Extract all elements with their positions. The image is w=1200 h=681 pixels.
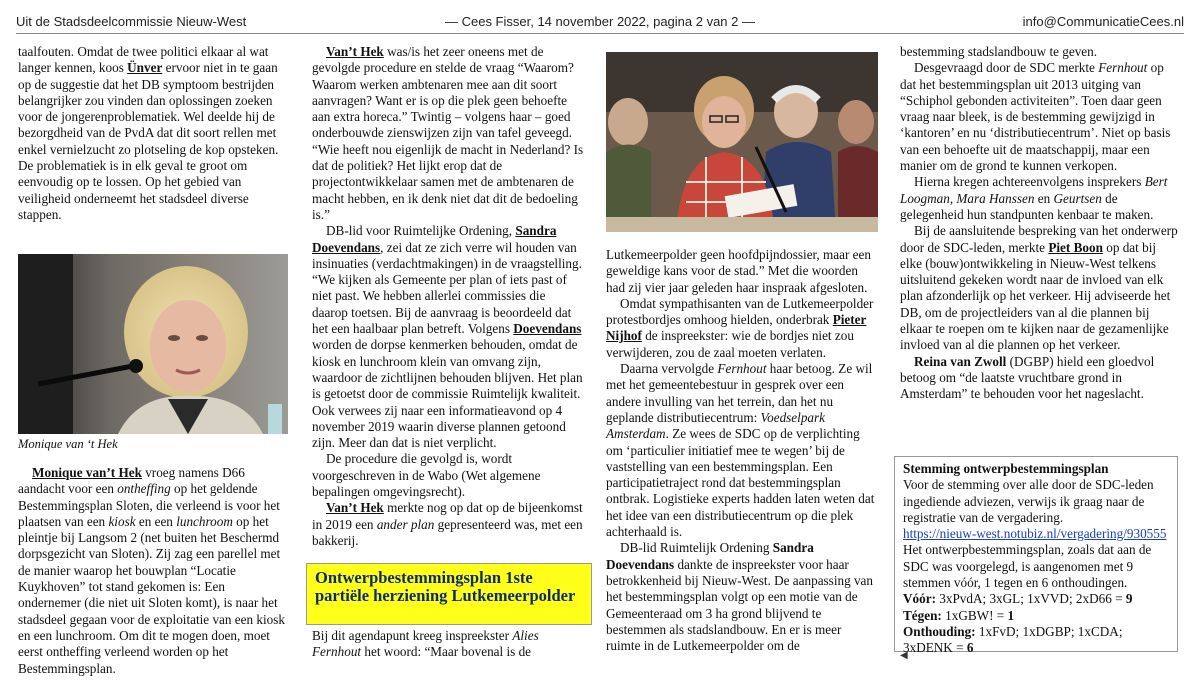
vote-box-intro: Voor de stemming over alle door de SDC-leden ingediende adviezen, verwijs ik graag naar de registratie van de vergadering. [903,477,1154,525]
person-name: Doevendans [513,321,582,337]
paragraph: Van’t Hek was/is het zeer oneens met de gevolgde procedure en stelde de vraag “Waarom? Waarom werken ambtenaren mee aan dit soort aanvragen? Want er is op die plek geen behoefte aan extra horeca.” Twintig – volgens haar – goed onderbouwde zienswijzen zijn van tafel geveegd. “Wie heeft nou eigenlijk de macht in Nederland? Is dat de politiek? Het lijkt erop dat de projectontwikkelaar samen met de ambtenaren de macht hebben, en ik denk niet dat dit de bedoeling is.” [312,44,584,222]
photo-caption: Monique van ‘t Hek [18,437,118,451]
paragraph: Monique van’t Hek vroeg namens D66 aandacht voor een ontheffing op het geldende Bestemmingsplan Sloten, die verleend is voor het plaatsen van een kiosk en een lunchroom op het pleintje bij Langsom 2 (net buiten het Beschermd dorpsgezicht van Sloten). Zij zag een parellel met de manier waarop het bouwplan “Locatie Kuykhoven” tot stand gekomen is: Een ondernemer (die niet uit Sloten komt), is naar het stadsdeel gegaan voor de exploitatie van een kiosk en een lunchroom. Om dit te mogen doen, moet eerst ontheffing verleend worden op het Bestemmingsplan. [18,465,285,676]
person-name: Sandra Doevendans [312,223,557,255]
meeting-registration-link[interactable]: https://nieuw-west.notubiz.nl/vergadering/930555 [903,526,1167,542]
header-rule [16,33,1184,34]
column-2-continued [312,628,584,661]
person-name: Van’t Hek [326,44,384,59]
column-1 [18,44,290,223]
paragraph: Daarna vervolgde Fernhout haar betoog. Ze wil met het gemeentebestuur in gesprek over een andere invulling van het terrein, dan het nu geplande distributiecentrum: Voedselpark Amsterdam. Ze wees de SDC op de verplichting om ‘particulier initiatief mee te wegen’ bij de vaststelling van een bestemmingsplan. Een participatietraject rond dat bestemmingsplan ontbrak. Logistieke experts hadden laten weten dat het idee van een distributiecentrum op die plek achterhaald is. [606,361,875,540]
vote-box-title: Stemming ontwerpbestemmingsplan [903,461,1109,476]
paragraph: Desgevraagd door de SDC merkte Fernhout op dat het bestemmingsplan uit 2013 uitging van “Schiphol gebonden activiteiten”. Toen daar geen vraag naar bleek, is de bestemming gewijzigd in ‘kantoren’ en nu ‘distributiecentrum’. Niet op basis van een behoefte uit de maatschappij, maar een manier om de grond te kunnen verkopen. [900,60,1171,174]
header-email[interactable]: info@CommunicatieCees.nl [1022,14,1184,29]
paragraph: Omdat sympathisanten van de Lutkemeerpolder protestbordjes omhoog hielden, onderbrak Pieter Nijhof de inspreekster: wie de bordjes niet zou verwijderen, zou de zaal moeten verlaten. [606,295,874,360]
paragraph: DB-lid voor Ruimtelijke Ordening, Sandra Doevendans, zei dat ze zich verre wil houden van insinuaties (verdachtmakingen) in de vraagstelling. “We kijken als Gemeente per plan of iets past of niet past. We hebben allerlei commissies die daarop toetsen. Bij de aanvraag is beoordeeld dat het een haalbaar plan betreft. Volgens Doevendans worden de dorpse kenmerken behouden, omdat de kiosk en lunchroom klein van omvang zijn, waardoor de zichtlijnen behouden blijven. Het plan is getoetst door de commissie Ruimtelijk kwaliteit. Ook verwees zij naar een informatieavond op 4 november 2019 waarin diverse plannen getoond zijn. Meer dan dat is niet verplicht. [312,223,583,451]
column-1-continued [18,465,290,677]
person-name: Ünver [127,60,163,76]
column-3 [606,247,878,654]
paragraph: taalfouten. Omdat de twee politici elkaar al wat langer kennen, koos Ünver ervoor niet in te gaan op de suggestie dat het DB symptoom bestrijden belangrijker zou vinden dan oplossingen zoeken voor de jongerenproblematiek. Wel deelde hij de bezorgdheid van de PvdA dat dit soort rellen met enkel vernielzucht zo plotseling de kop opsteken. De problematiek is in elk geval te groot om eenvoudig op te lossen. Op het gebied van veiligheid onderneemt het stadsdeel diverse stappen. [18,44,279,222]
column-4 [900,44,1178,403]
paragraph: DB-lid Ruimtelijk Ordening Sandra Doevendans dankte de inspreekster voor haar betrokkenheid bij Nieuw-West. De aanpassing van het bestemmingsplan volgt op een motie van de Gemeenteraad om 3 ha grond blijvend te bestemmen als stadslandbouw. En er is meer ruimte in de Lutkemeerpolder om de [606,540,874,654]
paragraph: Van’t Hek merkte nog op dat op de bijeenkomst in 2019 een ander plan gepresenteerd was, met een bakkerij. [312,500,583,548]
paragraph: Bij dit agendapunt kreeg inspreekster Alies Fernhout het woord: “Maar bovenal is de [312,628,539,660]
photo-monique-van-t-hek [18,254,288,434]
vote-abstain-line: Onthouding: 1xFvD; 1xDGBP; 1xCDA; 3xDENK = 6 [903,623,1123,656]
paragraph: bestemming stadslandbouw te geven. [900,44,1098,59]
paragraph: De procedure die gevolgd is, wordt voorgeschreven in de Wabo (Wet algemene bepalingen omgevingsrecht). [312,451,541,500]
header-source: Uit de Stadsdeelcommissie Nieuw-West [16,14,247,29]
paragraph: Bij de aansluitende bespreking van het onderwerp door de SDC-leden, merkte Piet Boon op dat bij elke (bouw)ontwikkeling in Nieuw-West telkens uitsluitend gekeken wordt naar de invloed van elk plan afzonderlijk op het verkeer. Hij adviseerde het DB, om de projectleiders van al die plannen bij elkaar te roepen om te kijken naar de gezamenlijke invloed van al die plannen op het verkeer. [900,223,1178,353]
section-heading-banner: Ontwerpbestemmingsplan 1ste partiële herziening Lutkemeerpolder [306,563,592,625]
paragraph: Lutkemeerpolder geen hoofdpijndossier, maar een geweldige kans voor de stad.” Met die woorden had zij vier jaar geleden haar inspraak afgesloten. [606,247,871,295]
person-name: Piet Boon [1048,239,1103,255]
column-2 [312,44,584,549]
person-name: Van’t Hek [326,500,384,516]
person-name: Sandra Doevendans [606,540,814,572]
vote-box-result: Het ontwerpbestemmingsplan, zoals dat aan de SDC was voorgelegd, is aangenomen met 9 stemmen vóór, 1 tegen en 6 onthoudingen. [903,542,1152,591]
person-name: Reina van Zwoll [914,353,1007,369]
vote-against-line: Tégen: 1xGBW! = 1 [903,607,1015,623]
vote-for-line: Vóór: 3xPvdA; 3xGL; 1xVVD; 2xD66 = 9 [903,591,1133,607]
paragraph: Reina van Zwoll (DGBP) hield een gloedvol betoog om “de laatste vruchtbare grond in Amsterdam” te behouden voor het nageslacht. [900,353,1155,402]
triangle-left-icon: ◀ [900,650,908,661]
person-name: Monique van’t Hek [32,465,142,480]
paragraph: Hierna kregen achtereenvolgens insprekers Bert Loogman, Mara Hanssen en Geurtsen de gelegenheid hun standpunten kenbaar te maken. [900,174,1168,222]
vote-info-box [894,456,1178,656]
photo-inspreekster [606,52,878,232]
page-header [16,14,1184,34]
person-name: Pieter Nijhof [606,312,867,344]
header-author-date: — Cees Fisser, 14 november 2022, pagina 2 van 2 — [444,14,755,29]
